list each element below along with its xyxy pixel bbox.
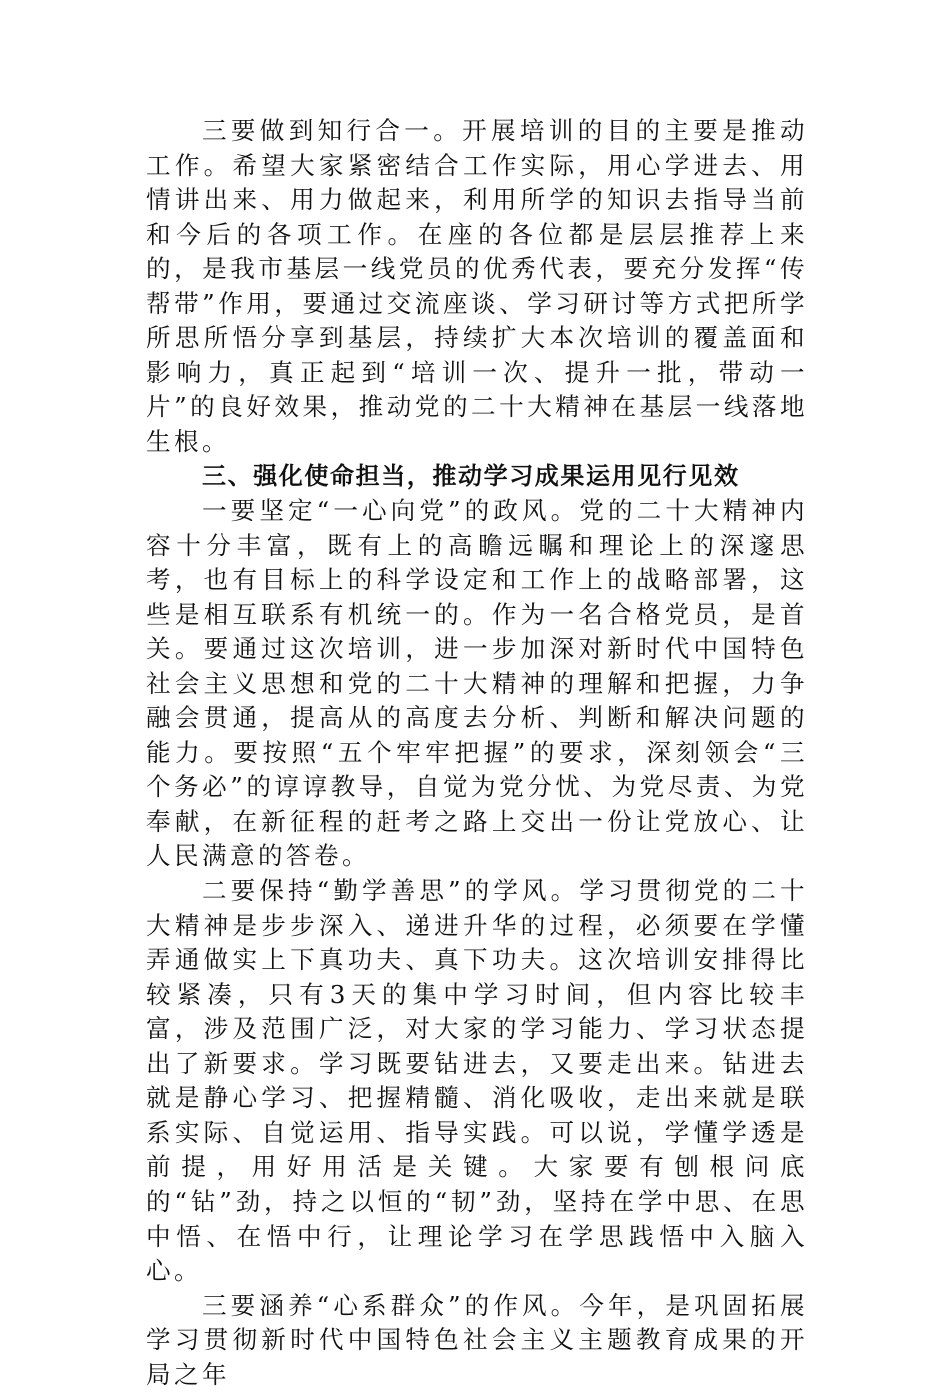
section-heading: 三、强化使命担当，推动学习成果运用见行见效 (202, 462, 740, 491)
paragraph-know-and-act: 三要做到知行合一。开展培训的目的主要是推动工作。希望大家紧密结合工作实际，用心学进去、用情讲出来、用力做起来，利用所学的知识去指导当前和今后的各项工作。在座的各位都是层层推荐上来的，是我市基层一线党员的优秀代表，要充分发挥“传帮带”作用，要通过交流座谈、学习研讨等方式把所学所思所悟分享到基层，持续扩大本次培训的覆盖面和影响力，真正起到“培训一次、提升一批，带动一片”的良好效果，推动党的二十大精神在基层一线落地生根。 (146, 116, 808, 456)
document-body (146, 114, 808, 1392)
paragraph-work-style: 三要涵养“心系群众”的作风。今年，是巩固拓展学习贯彻新时代中国特色社会主义主题教育成果的开局之年 (146, 1290, 808, 1389)
paragraph-political-style: 一要坚定“一心向党”的政风。党的二十大精神内容十分丰富，既有上的高瞻远瞩和理论上的深邃思考，也有目标上的科学设定和工作上的战略部署，这些是相互联系有机统一的。作为一名合格党员，是首关。要通过这次培训，进一步加深对新时代中国特色社会主义思想和党的二十大精神的理解和把握，力争融会贯通，提高从的高度去分析、判断和解决问题的能力。要按照“五个牢牢把握”的要求，深刻领会“三个务必”的谆谆教导，自觉为党分忧、为党尽责、为党奉献，在新征程的赶考之路上交出一份让党放心、让人民满意的答卷。 (146, 496, 808, 871)
paragraph-study-style: 二要保持“勤学善思”的学风。学习贯彻党的二十大精神是步步深入、递进升华的过程，必须要在学懂弄通做实上下真功夫、真下功夫。这次培训安排得比较紧凑，只有3天的集中学习时间，但内容比较丰富，涉及范围广泛，对大家的学习能力、学习状态提出了新要求。学习既要钻进去，又要走出来。钻进去就是静心学习、把握精髓、消化吸收，走出来就是联系实际、自觉运用、指导实践。可以说，学懂学透是前提，用好用活是关键。大家要有刨根问底的“钻”劲，持之以恒的“韧”劲，坚持在学中思、在思中悟、在悟中行，让理论学习在学思践悟中入脑入心。 (146, 876, 808, 1286)
